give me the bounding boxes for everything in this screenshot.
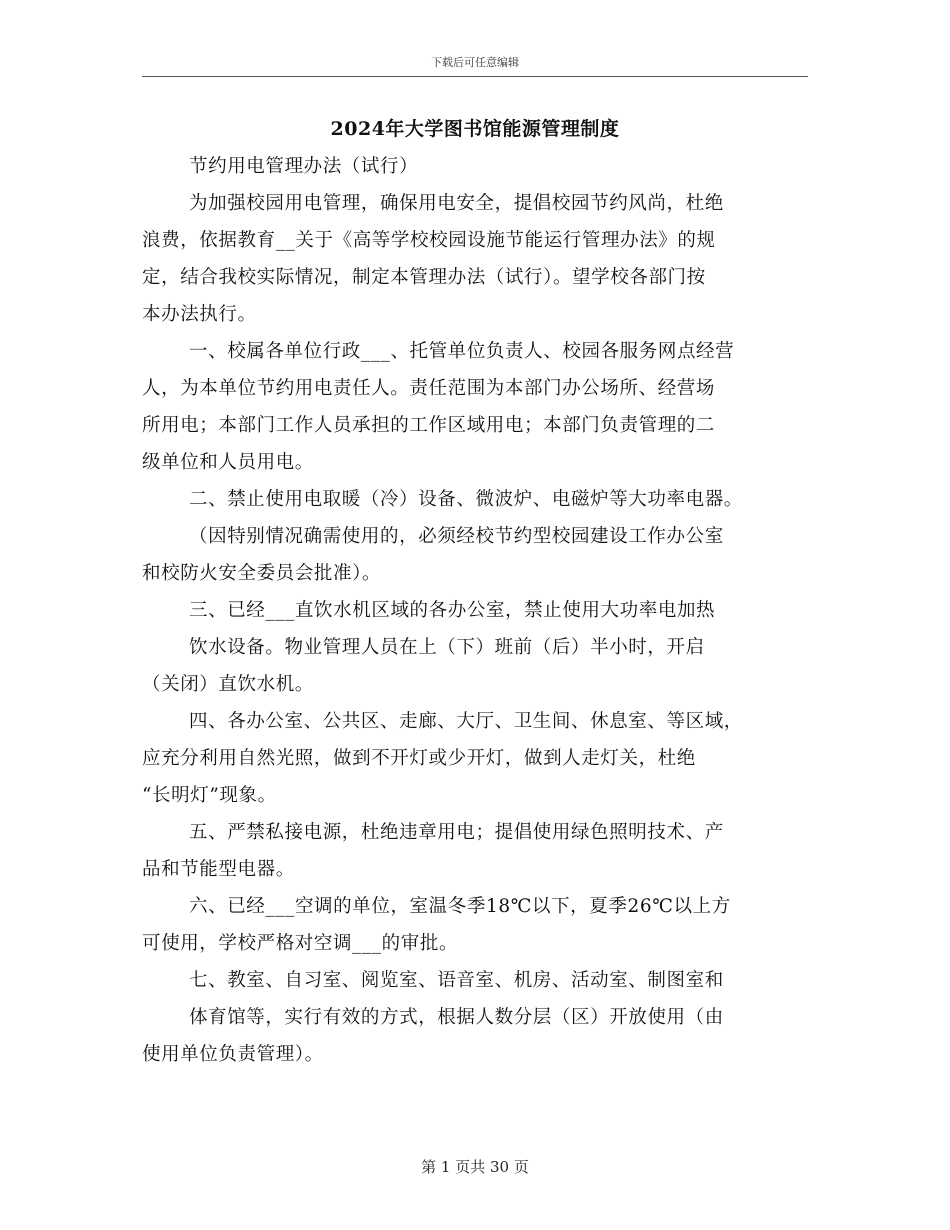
header-note: 下载后可任意编辑	[431, 56, 519, 69]
paragraph-line: 一、校属各单位行政___、托管单位负责人、校园各服务网点经营	[189, 341, 735, 362]
paragraph-line: 品和节能型电器。	[142, 859, 295, 880]
paragraph-line: 饮水设备。物业管理人员在上（下）班前（后）半小时，开启	[189, 637, 705, 658]
paragraph-line: 五、严禁私接电源，杜绝违章用电；提倡使用绿色照明技术、产	[189, 822, 724, 843]
paragraph-line: （关闭）直饮水机。	[142, 674, 314, 695]
paragraph-line: 为加强校园用电管理，确保用电安全，提倡校园节约风尚，杜绝	[189, 193, 724, 214]
paragraph-line: 本办法执行。	[142, 304, 257, 325]
paragraph-line: 六、已经___空调的单位，室温冬季18℃以下，夏季26℃以上方	[189, 896, 731, 917]
paragraph-line: （因特别情况确需使用的，必须经校节约型校园建设工作办公室	[189, 526, 724, 547]
page-number: 第 1 页共 30 页	[421, 1158, 529, 1176]
paragraph-line: 使用单位负责管理）。	[142, 1044, 324, 1065]
paragraph-line: 可使用，学校严格对空调___的审批。	[142, 933, 459, 954]
paragraph-line: 七、教室、自习室、阅览室、语音室、机房、活动室、制图室和	[189, 970, 724, 991]
document-body	[142, 148, 808, 1073]
paragraph-line: “长明灯”现象。	[142, 785, 277, 806]
paragraph-line: 二、禁止使用电取暖（冷）设备、微波炉、电磁炉等大功率电器。	[189, 489, 743, 510]
paragraph-line: 节约用电管理办法（试行）	[189, 156, 419, 177]
paragraph-line: 四、各办公室、公共区、走廊、大厅、卫生间、休息室、等区域，	[189, 711, 743, 732]
paragraph-line: 人，为本单位节约用电责任人。责任范围为本部门办公场所、经营场	[142, 378, 716, 399]
paragraph-line: 三、已经___直饮水机区域的各办公室，禁止使用大功率电加热	[189, 600, 716, 621]
paragraph-line: 浪费，依据教育__关于《高等学校校园设施节能运行管理办法》的规	[142, 230, 716, 251]
paragraph-line: 级单位和人员用电。	[142, 452, 314, 473]
paragraph-line: 所用电；本部门工作人员承担的工作区域用电；本部门负责管理的二	[142, 415, 716, 436]
paragraph-line: 应充分利用自然光照，做到不开灯或少开灯，做到人走灯关，杜绝	[142, 748, 696, 769]
paragraph-line: 和校防火安全委员会批准）。	[142, 563, 382, 584]
paragraph-line: 定，结合我校实际情况，制定本管理办法（试行）。望学校各部门按	[142, 267, 706, 288]
header-divider	[142, 76, 808, 77]
paragraph-line: 体育馆等，实行有效的方式，根据人数分层（区）开放使用（由	[189, 1007, 724, 1028]
document-title: 2024年大学图书馆能源管理制度	[330, 118, 620, 140]
